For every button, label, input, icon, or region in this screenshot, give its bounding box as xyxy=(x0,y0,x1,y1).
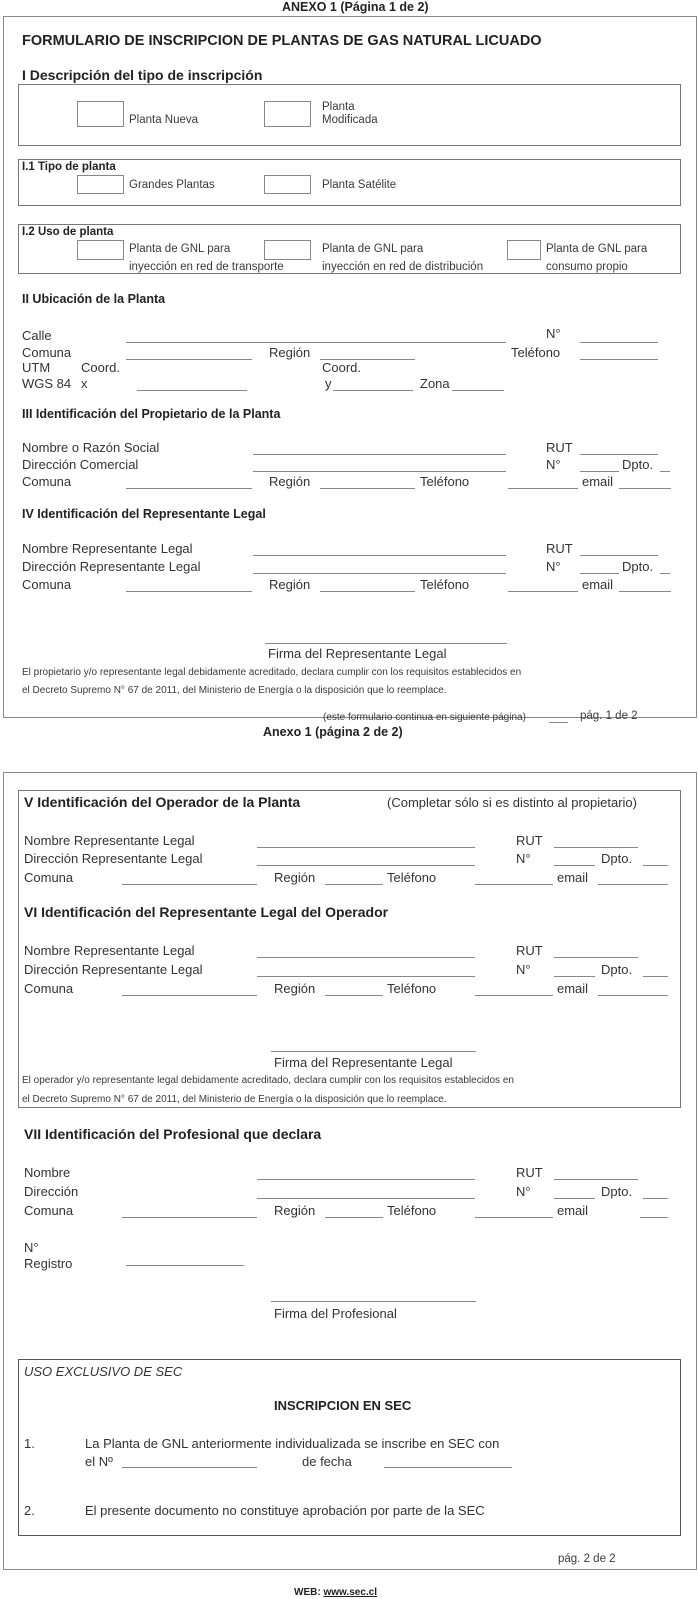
label-uso-distribucion-1: Planta de GNL para xyxy=(322,243,424,255)
label-dpto-op: Dpto. xyxy=(601,851,633,866)
checkbox-planta-modificada[interactable] xyxy=(264,101,311,127)
label-region-rep-op: Región xyxy=(274,981,316,996)
label-nombre-op: Nombre Representante Legal xyxy=(24,833,195,848)
label-email-op: email xyxy=(557,870,589,885)
label-nombre-razon-social: Nombre o Razón Social xyxy=(22,440,160,455)
signature-label-profesional: Firma del Profesional xyxy=(274,1306,397,1321)
declaration-line2: el Decreto Supremo N° 67 de 2011, del Ministerio de Energía o la disposición que lo reemplace. xyxy=(22,685,447,696)
checkbox-uso-transporte[interactable] xyxy=(77,240,124,260)
field-telefono-prof[interactable] xyxy=(475,1217,553,1218)
label-region: Región xyxy=(269,345,311,360)
label-numero-prof: N° xyxy=(516,1184,531,1199)
label-email-prof: email xyxy=(557,1203,589,1218)
label-uso-distribucion-2: inyección en red de distribución xyxy=(322,261,484,273)
field-rut-rep[interactable] xyxy=(580,555,658,556)
section7-title: VII Identificación del Profesional que declara xyxy=(24,1126,322,1142)
field-dpto-rep[interactable] xyxy=(660,573,670,574)
field-region-prop[interactable] xyxy=(320,488,415,489)
field-comuna-rep[interactable] xyxy=(126,591,252,592)
page1-number: pág. 1 de 2 xyxy=(580,710,638,722)
footer-web-link[interactable]: www.sec.cl xyxy=(323,1587,377,1598)
label-dpto-rep: Dpto. xyxy=(622,559,654,574)
label-comuna-rep: Comuna xyxy=(22,577,72,592)
label-coord-y: Coord. xyxy=(322,360,362,375)
label-telefono-op: Teléfono xyxy=(387,870,437,885)
label-numero-rep-op: N° xyxy=(516,962,531,977)
sec-item1-text: La Planta de GNL anteriormente individualizada se inscribe en SEC con xyxy=(85,1436,500,1451)
field-sec-numero[interactable] xyxy=(122,1467,257,1468)
label-email-rep-op: email xyxy=(557,981,589,996)
label-planta-nueva: Planta Nueva xyxy=(129,114,199,126)
field-numero-rep-op[interactable] xyxy=(554,976,595,977)
label-rut-prof: RUT xyxy=(516,1165,543,1180)
field-coord-y[interactable] xyxy=(333,390,413,391)
label-registro: Registro xyxy=(24,1256,73,1271)
field-dpto-op[interactable] xyxy=(643,865,668,866)
section3-title: III Identificación del Propietario de la Planta xyxy=(22,407,281,421)
label-dpto-prof: Dpto. xyxy=(601,1184,633,1199)
section1-2-title: I.2 Uso de planta xyxy=(22,226,114,238)
label-uso-transporte-2: inyección en red de transporte xyxy=(129,261,284,273)
signature-line-rep-op[interactable] xyxy=(271,1051,476,1052)
field-dpto[interactable] xyxy=(660,471,670,472)
field-comuna-prop[interactable] xyxy=(126,488,252,489)
label-dpto-rep-op: Dpto. xyxy=(601,962,633,977)
label-numero: N° xyxy=(546,326,561,341)
label-direccion-rep: Dirección Representante Legal xyxy=(22,559,201,574)
field-region-rep-op[interactable] xyxy=(325,995,383,996)
label-dpto: Dpto. xyxy=(622,457,654,472)
page2-number: pág. 2 de 2 xyxy=(558,1553,616,1565)
section2-title: II Ubicación de la Planta xyxy=(22,292,166,306)
sec-item2-text: El presente documento no constituye aprobación por parte de la SEC xyxy=(85,1503,485,1518)
field-telefono-prop[interactable] xyxy=(508,488,578,489)
form-title: FORMULARIO DE INSCRIPCION DE PLANTAS DE GAS NATURAL LICUADO xyxy=(22,33,542,49)
field-coord-x[interactable] xyxy=(137,390,247,391)
field-region-prof[interactable] xyxy=(325,1217,383,1218)
page1-divider xyxy=(549,722,568,723)
label-rut: RUT xyxy=(546,440,573,455)
label-grandes-plantas: Grandes Plantas xyxy=(129,179,215,191)
label-region-rep: Región xyxy=(269,577,311,592)
label-telefono-prop: Teléfono xyxy=(420,474,470,489)
label-telefono-prof: Teléfono xyxy=(387,1203,437,1218)
label-utm: UTM xyxy=(22,360,51,375)
field-email-rep[interactable] xyxy=(619,591,671,592)
page2-header: Anexo 1 (página 2 de 2) xyxy=(263,725,403,739)
label-nombre-rep: Nombre Representante Legal xyxy=(22,541,193,556)
op-declaration-line2: el Decreto Supremo N° 67 de 2011, del Ministerio de Energía o la disposición que lo reemplace. xyxy=(22,1094,447,1105)
field-region-rep[interactable] xyxy=(320,591,415,592)
field-region-op[interactable] xyxy=(325,884,383,885)
signature-label-rep-op: Firma del Representante Legal xyxy=(274,1055,453,1070)
field-nombre-op[interactable] xyxy=(257,847,475,848)
field-email-op[interactable] xyxy=(598,884,668,885)
label-calle: Calle xyxy=(22,328,52,343)
label-x: x xyxy=(81,376,88,391)
label-comuna-rep-op: Comuna xyxy=(24,981,74,996)
field-direccion-comercial[interactable] xyxy=(253,471,506,472)
label-uso-consumo-1: Planta de GNL para xyxy=(546,243,648,255)
op-declaration-line1: El operador y/o representante legal debidamente acreditado, declara cumplir con los requisitos establecidos en xyxy=(22,1075,514,1086)
label-rut-rep-op: RUT xyxy=(516,943,543,958)
label-telefono: Teléfono xyxy=(511,345,561,360)
label-direccion-op: Dirección Representante Legal xyxy=(24,851,203,866)
sec-inscripcion-heading: INSCRIPCION EN SEC xyxy=(274,1398,412,1413)
label-rut-rep: RUT xyxy=(546,541,573,556)
section1-title: I Descripción del tipo de inscripción xyxy=(22,67,263,83)
label-direccion-comercial: Dirección Comercial xyxy=(22,457,139,472)
field-dpto-rep-op[interactable] xyxy=(643,976,668,977)
footer-web-label: WEB: xyxy=(294,1587,321,1598)
field-direccion-op[interactable] xyxy=(257,865,475,866)
field-numero[interactable] xyxy=(580,342,658,343)
label-registro-no: N° xyxy=(24,1240,39,1255)
signature-line-rep-legal[interactable] xyxy=(265,643,507,644)
field-telefono[interactable] xyxy=(580,359,658,360)
field-direccion-prof[interactable] xyxy=(257,1198,475,1199)
continue-note: (este formulario continua en siguiente página) xyxy=(323,712,526,723)
label-comuna-prof: Comuna xyxy=(24,1203,74,1218)
label-planta-modificada-2: Modificada xyxy=(322,114,378,126)
field-comuna-op[interactable] xyxy=(122,884,257,885)
label-email-prop: email xyxy=(582,474,614,489)
label-numero-dir: N° xyxy=(546,457,561,472)
label-telefono-rep: Teléfono xyxy=(420,577,470,592)
field-rut-rep-op[interactable] xyxy=(554,957,638,958)
field-direccion-rep[interactable] xyxy=(253,573,506,574)
sec-item1-el-no: el Nº xyxy=(85,1454,113,1469)
field-rut-op[interactable] xyxy=(554,847,638,848)
field-registro[interactable] xyxy=(126,1265,244,1266)
sec-item1-number: 1. xyxy=(24,1436,35,1451)
label-numero-op: N° xyxy=(516,851,531,866)
section5-note: (Completar sólo si es distinto al propietario) xyxy=(387,795,637,810)
field-email-prof[interactable] xyxy=(640,1217,668,1218)
signature-label-rep-legal: Firma del Representante Legal xyxy=(268,646,447,661)
section5-title: V Identificación del Operador de la Planta xyxy=(24,794,301,810)
signature-line-profesional[interactable] xyxy=(271,1301,476,1302)
field-numero-op[interactable] xyxy=(554,865,595,866)
label-comuna: Comuna xyxy=(22,345,72,360)
label-wgs84: WGS 84 xyxy=(22,376,72,391)
field-telefono-rep[interactable] xyxy=(508,591,578,592)
field-telefono-rep-op[interactable] xyxy=(475,995,553,996)
field-nombre-razon-social[interactable] xyxy=(253,454,506,455)
label-uso-consumo-2: consumo propio xyxy=(546,261,628,273)
field-sec-fecha[interactable] xyxy=(384,1467,512,1468)
field-telefono-op[interactable] xyxy=(475,884,553,885)
field-nombre-prof[interactable] xyxy=(257,1179,475,1180)
field-nombre-rep-op[interactable] xyxy=(257,957,475,958)
label-telefono-rep-op: Teléfono xyxy=(387,981,437,996)
label-direccion-rep-op: Dirección Representante Legal xyxy=(24,962,203,977)
field-numero-prof[interactable] xyxy=(554,1198,595,1199)
page1-header: ANEXO 1 (Página 1 de 2) xyxy=(282,0,429,14)
section6-title: VI Identificación del Representante Legal del Operador xyxy=(24,904,389,920)
field-calle[interactable] xyxy=(126,342,506,343)
field-direccion-rep-op[interactable] xyxy=(257,976,475,977)
label-numero-rep: N° xyxy=(546,559,561,574)
footer-web xyxy=(294,1587,377,1598)
section4-title: IV Identificación del Representante Legal xyxy=(22,507,266,521)
label-y: y xyxy=(325,376,332,391)
field-numero-dir[interactable] xyxy=(580,471,619,472)
field-rut[interactable] xyxy=(580,454,658,455)
label-uso-transporte-1: Planta de GNL para xyxy=(129,243,231,255)
field-dpto-prof[interactable] xyxy=(643,1198,668,1199)
label-region-prop: Región xyxy=(269,474,311,489)
label-comuna-prop: Comuna xyxy=(22,474,72,489)
checkbox-planta-nueva[interactable] xyxy=(77,101,124,127)
checkbox-planta-satelite[interactable] xyxy=(264,175,311,194)
field-comuna-prof[interactable] xyxy=(122,1217,257,1218)
section1-1-title: I.1 Tipo de planta xyxy=(22,161,116,173)
label-email-rep: email xyxy=(582,577,614,592)
field-zona[interactable] xyxy=(452,390,504,391)
label-rut-op: RUT xyxy=(516,833,543,848)
label-planta-satelite: Planta Satélite xyxy=(322,179,397,191)
field-comuna[interactable] xyxy=(126,359,252,360)
field-comuna-rep-op[interactable] xyxy=(122,995,257,996)
field-numero-rep[interactable] xyxy=(580,573,619,574)
label-region-op: Región xyxy=(274,870,316,885)
checkbox-grandes-plantas[interactable] xyxy=(77,175,124,194)
sec-item2-number: 2. xyxy=(24,1503,35,1518)
checkbox-uso-distribucion[interactable] xyxy=(264,240,311,260)
field-email-prop[interactable] xyxy=(619,488,671,489)
label-planta-modificada-1: Planta xyxy=(322,101,355,113)
label-nombre-rep-op: Nombre Representante Legal xyxy=(24,943,195,958)
checkbox-uso-consumo-propio[interactable] xyxy=(507,240,541,260)
sec-exclusive-title: USO EXCLUSIVO DE SEC xyxy=(24,1364,183,1379)
label-zona: Zona xyxy=(420,376,450,391)
sec-item1-de-fecha: de fecha xyxy=(302,1454,352,1469)
label-comuna-op: Comuna xyxy=(24,870,74,885)
label-region-prof: Región xyxy=(274,1203,316,1218)
field-rut-prof[interactable] xyxy=(554,1179,638,1180)
label-coord-x: Coord. xyxy=(81,360,121,375)
field-email-rep-op[interactable] xyxy=(598,995,668,996)
declaration-line1: El propietario y/o representante legal debidamente acreditado, declara cumplir con los requisitos establecidos en xyxy=(22,667,522,678)
label-direccion-prof: Dirección xyxy=(24,1184,79,1199)
field-nombre-rep[interactable] xyxy=(253,555,506,556)
label-nombre-prof: Nombre xyxy=(24,1165,71,1180)
